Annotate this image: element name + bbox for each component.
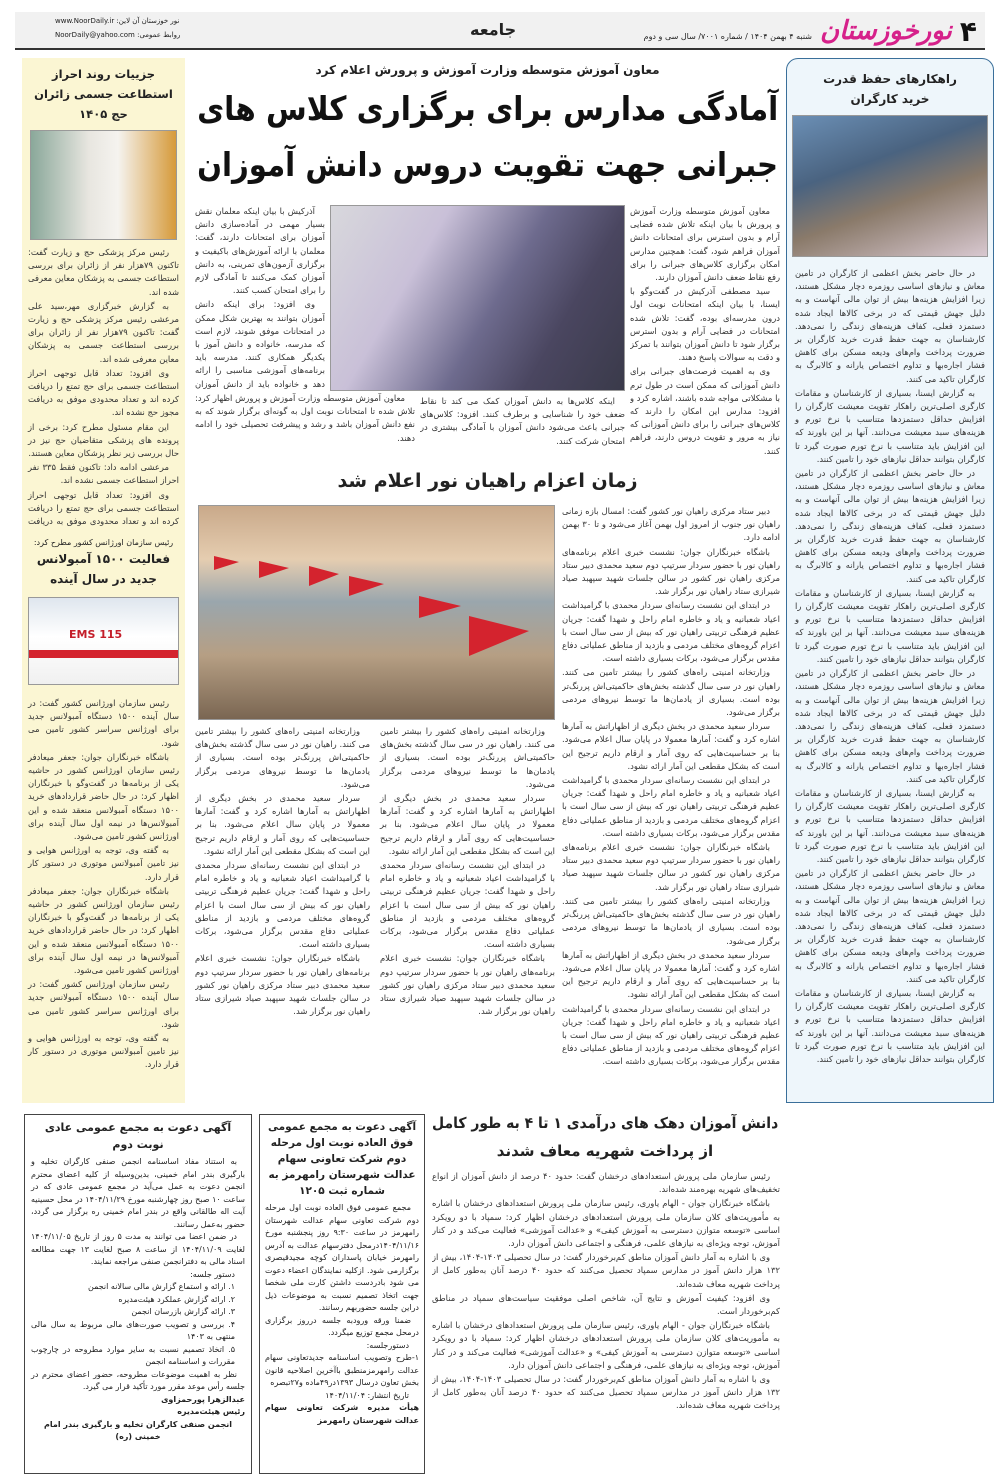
main-body-col-right xyxy=(630,205,780,460)
paragraph: در حال حاضر بخش اعظمی از کارگران در تامین معاش و نیازهای اساسی روزمره دچار مشکل هستند، زیرا افزایش هزینه‌ها بیش از توان مالی آنهاست و به دلیل جهش قیمتی که در برخی کالاها ایجاد شده دستمزد فعلی، کفاف هزینه‌های زندگی را نمی‌دهد. کارشناسان به جهت حفظ قدرت خرید کارگران بر ضرورت پرداخت وام‌های ودیعه مسکن برای کاهش فشار اجاره‌بها و تداوم اختصاص یارانه و کالابرگ به کارگران تاکید می کنند. xyxy=(795,868,985,984)
paragraph: وی افزود: کیفیت آموزش و نتایج آن، شاخص اصلی موفقیت سیاست‌های سمپاد در مناطق کم‌برخوردار است. xyxy=(432,1292,780,1317)
rahian-body-left xyxy=(195,725,555,1095)
workers-photo xyxy=(792,115,988,257)
paragraph: این مقام مسئول مطرح کرد: برخی از پرونده های پزشکی متقاضیان حج نیز در حال بررسی زیر نظر پزشکان معاین هستند. xyxy=(28,421,179,459)
paragraph: به گزارش ایسنا، بسیاری از کارشناسان و مقامات کارگری اصلی‌ترین راهکار تقویت معیشت کارگران را افزایش حداقل دستمزدها متناسب با نرخ تورم و هزینه‌های سبد معیشت می‌دانند. آنها بر این باورند که این افزایش باید متناسب با نرخ تورم صورت گیرد تا کارگران بتوانند حداقل نیازهای خود را تامین کنند. xyxy=(795,987,985,1064)
ad2-agenda-label: دستورجلسه: xyxy=(366,1340,409,1350)
paragraph: به گفته وی، توجه به اورژانس هوایی و نیز تامین آمبولانس موتوری در دستور کار قرار دارد. xyxy=(28,1033,179,1070)
ad-extraordinary-assembly xyxy=(259,1114,425,1474)
paragraph: در حال حاضر بخش اعظمی از کارگران در تامین معاش و نیازهای اساسی روزمره دچار مشکل هستند، زیرا افزایش هزینه‌ها بیش از توان مالی آنهاست و به دلیل جهش قیمتی که در برخی کالاها ایجاد شده دستمزد فعلی، کفاف هزینه‌های زندگی را نمی‌دهد. کارشناسان به جهت حفظ قدرت خرید کارگران بر ضرورت پرداخت وام‌های ودیعه مسکن برای کاهش فشار اجاره‌بها و تداوم اختصاص یارانه و کالابرگ به کارگران تاکید می کنند. xyxy=(795,268,985,384)
paragraph: مرعشی ادامه داد: تاکنون فقط ۳۳۵ نفر احراز استطاعت جسمی نشده اند. xyxy=(28,462,179,486)
ad2-date: تاریخ انتشار: ۱۴۰۴/۱۱/۰۴ xyxy=(325,1390,409,1400)
paragraph: سردار سعید محمدی در بخش دیگری از اظهاراتش به آمارها اشاره کرد و گفت: آمارها معمولا در پایان سال اعلام می‌شود. بنا بر حساسیت‌هایی که روی آمار و ارقام داریم ترجیح این است که بشکل مقطعی این آمار ارائه نشود. xyxy=(562,721,780,771)
paragraph: باشگاه خبرنگاران جوان: نشست خبری اعلام برنامه‌های راهیان نور با حضور سردار سرتیپ دوم سعید محمدی دبیر ستاد مرکزی راهیان نور کشور در سالن جلسات شهید سپهبد صیاد شیرازی ستاد راهیان نور برگزار شد. xyxy=(380,953,555,1017)
ad1-agenda-item: ۵. اتخاذ تصمیم نسبت به سایر موارد مطروحه در چارچوب مقررات و اساسنامه انجمن xyxy=(31,1344,235,1366)
paragraph: وزارتخانه امنیتی راه‌های کشور را بیشتر تامین می کنند. راهیان نور در سی سال گذشته بخش‌های حاکمیتی‌اش پررنگ‌تر بوده است. بسیاری از یادمان‌ها ما توسط نیروهای مردمی برگزار می‌شود. xyxy=(562,667,780,718)
ems-body xyxy=(22,691,185,1071)
paragraph: به گزارش ایسنا، بسیاری از کارشناسان و مقامات کارگری اصلی‌ترین راهکار تقویت معیشت کارگران را افزایش حداقل دستمزدها متناسب با نرخ تورم و هزینه‌های سبد معیشت می‌دانند. آنها بر این باورند که این افزایش باید متناسب با نرخ تورم صورت گیرد تا کارگران بتوانند حداقل نیازهای خود را تامین کنند. xyxy=(795,787,985,864)
right-column-box xyxy=(786,58,994,1103)
paragraph: به گفته وی، توجه به اورژانس هوایی و نیز تامین آمبولانس موتوری در دستور کار قرار دارد. xyxy=(28,845,179,882)
paragraph: رئیس سازمان اورژانس کشور گفت: در سال آینده ۱۵۰۰ دستگاه آمبولانس جدید برای اورژانس سراسر کشور تامین می شود. xyxy=(28,979,179,1029)
right-article-title: راهکارهای حفظ قدرت خرید کارگران xyxy=(823,72,957,106)
paragraph: باشگاه خبرنگاران جوان: نشست خبری اعلام برنامه‌های راهیان نور با حضور سردار سرتیپ دوم سعید محمدی دبیر ستاد مرکزی راهیان نور کشور در سالن جلسات شهید سپهبد صیاد شیرازی ستاد راهیان نور برگزار شد. xyxy=(562,546,780,597)
main-body-bottom xyxy=(195,392,415,460)
paragraph: در ابتدای این نشست رسانه‌ای سردار محمدی با گرامیداشت اعیاد شعبانیه و یاد و خاطره امام راحل و شهدا گفت: جریان عظیم فرهنگی تربیتی راهیان نور که بیش از سی سال است با اعزام گروه‌های مختلف مردمی و بازدید از مناطق عملیاتی دفاع مقدس برگزار می‌شود، برکات بسیاری داشته است. xyxy=(562,600,780,664)
masthead xyxy=(15,12,985,50)
rahian-body-right xyxy=(562,505,780,1095)
paragraph: اینکه کلاس‌ها به دانش آموزان کمک می کند تا نقاط ضعف خود را شناسایی و برطرف کنند. افزود: کلاس‌های جبرانی باعث می‌شود دانش آموزان با آمادگی بیشتری در امتحان شرکت کنند. xyxy=(420,396,625,446)
rahian-photo xyxy=(198,505,555,720)
paragraph: وزارتخانه امنیتی راه‌های کشور را بیشتر تامین می کنند. راهیان نور در سی سال گذشته بخش‌های حاکمیتی‌اش پررنگ‌تر بوده است. بسیاری از یادمان‌ها ما توسط نیروهای مردمی برگزار می‌شود. xyxy=(380,726,555,789)
paragraph: وی افزود: تعداد قابل توجهی احراز استطاعت جسمی برای حج تمتع را دریافت کرده اند و تعداد محدودی موفق به دریافت xyxy=(28,489,179,527)
paragraph: رئیس سازمان ملی پرورش استعدادهای درخشان گفت: حدود ۴۰ درصد از دانش آموزان از انواع تخفیف‌های شهریه بهره‌مند شده‌اند. xyxy=(432,1171,780,1195)
paragraph: آذرکیش با بیان اینکه معلمان نقش بسیار مهمی در آماده‌سازی دانش آموزان برای امتحانات دارند، گفت: معلمان با ارائه آموزش‌های باکیفیت و برگزاری آزمون‌های تمرینی، به دانش آموزان کمک می‌کنند تا آمادگی لازم را برای امتحان کسب کنند. xyxy=(195,206,325,296)
paragraph: رئیس مرکز پزشکی حج و زیارت گفت: تاکنون ۷۹هزار نفر از زائران برای بررسی استطاعت جسمی به پزشکان معاین معرفی شده اند. xyxy=(28,247,179,297)
paragraph: وی به اهمیت فرصت‌های جبرانی برای دانش آموزانی که ممکن است در طول ترم با مشکلاتی مواجه شده باشند، اشاره کرد و افزود: مدارس این امکان را دارند که کلاس‌های جبرانی را برای دانش آموزانی که نیاز به مرور و تقویت دروس دارند، فراهم کنند. xyxy=(630,366,780,456)
paragraph: به گزارش خبرگزاری مهر،سید علی مرعشی رئیس مرکز پزشکی حج و زیارت گفت: تاکنون ۷۹هزار نفر از زائران برای بررسی استطاعت جسمی به پزشکان معاین معرفی شده اند. xyxy=(28,300,179,364)
main-kicker-box xyxy=(195,60,780,80)
paragraph: به گزارش ایسنا، بسیاری از کارشناسان و مقامات کارگری اصلی‌ترین راهکار تقویت معیشت کارگران را افزایش حداقل دستمزدها متناسب با نرخ تورم و هزینه‌های سبد معیشت می‌دانند. آنها بر این باورند که این افزایش باید متناسب با نرخ تورم صورت گیرد تا کارگران بتوانند حداقل نیازهای خود را تامین کنند. xyxy=(795,387,985,464)
ad2-body: مجمع عمومی فوق العاده نوبت اول مرحله دوم شرکت تعاونی سهام عدالت شهرستان رامهرمز در ساعت ۹:۳۰ روز پنجشنبه مورخ ۱۴۰۴/۱۱/۱۶درمحل دفترسهام عدالت به آدرس رامهرمز خیابان پاسداران کوچه مجیدقیصری برگزارمی شود. ازکلیه نمایندگان اعضاء دعوت می شود بادردست داشتن کارت ملی شخصا جهت اتخاذ تصمیم نسبت به موضوعات ذیل دراین جلسه حضوربهم رسانند. xyxy=(265,1203,419,1312)
paragraph: سید مصطفی آذرکیش در گفت‌وگو با ایسنا، با بیان اینکه امتحانات نوبت اول درون مدرسه‌ای بوده، گفت: تلاش شده امتحانات در فضایی آرام و بدون استرس برگزار شود تا دانش آموزان بتوانند با تمرکز و دقت به سوالات پاسخ دهند. xyxy=(630,286,780,363)
tuition-body xyxy=(432,1170,780,1470)
classroom-photo xyxy=(330,205,625,391)
dateline: شنبه ۴ بهمن ۱۴۰۴ / شماره ۷۰۰۱/ سال سی و دوم xyxy=(643,31,812,41)
paragraph: در ابتدای این نشست رسانه‌ای سردار محمدی با گرامیداشت اعیاد شعبانیه و یاد و خاطره امام راحل و شهدا گفت: جریان عظیم فرهنگی تربیتی راهیان نور که بیش از سی سال است با اعزام گروه‌های مختلف مردمی و بازدید از مناطق عملیاتی دفاع مقدس برگزار می‌شود، برکات بسیاری داشته است. xyxy=(562,1003,780,1067)
ad2-agenda-item: ۱-طرح وتصویب اساسنامه جدیدتعاونی سهام عدالت رامهرمزمنطبق باآخرین اصلاحیه قانون بخش تعاون درسال ۱۳۹۳در۴۹ماده و۲۷تبصره xyxy=(265,1353,419,1387)
ad1-agenda-item: ۴. بررسی و تصویب صورت‌های مالی مربوط به سال مالی منتهی به ۱۴۰۳ xyxy=(31,1319,235,1341)
ad2-note: ضمنا ورقه ورودبه جلسه درروز برگزاری درمحل مجمع توزیع میگردد. xyxy=(265,1315,419,1337)
ad1-note: در ضمن اعضا می توانند به مدت ۵ روز از تاریخ ۱۴۰۴/۱۱/۰۵ لغایت ۱۴۰۴/۱۱/۰۹ از ساعت ۸ صبح لغایت ۱۳ جهت مطالعه اسناد مالی به دفترانجمن صنفی مراجعه نمایند. xyxy=(31,1232,245,1266)
ad2-title: آگهی دعوت به مجمع عمومی فوق العاده نوبت اول مرحله دوم شرکت تعاونی سهام عدالت شهرستان رامهرمز به شماره ثبت ۱۲۰۵ xyxy=(267,1121,417,1197)
paragraph: وزارتخانه امنیتی راه‌های کشور را بیشتر تامین می کنند. راهیان نور در سی سال گذشته بخش‌های حاکمیتی‌اش پررنگ‌تر بوده است. بسیاری از یادمان‌ها ما توسط نیروهای مردمی برگزار می‌شود. xyxy=(195,726,370,789)
ambulance-label: EMS 115 xyxy=(69,628,123,641)
main-headline-line-2: جبرانی جهت تقویت دروس دانش آموزان xyxy=(197,145,778,184)
section-title: جامعه xyxy=(470,20,517,39)
paragraph: معاون آموزش متوسطه وزارت آموزش و پرورش اظهار کرد: تلاش شده تا امتحانات نوبت اول به گونه‌ای برگزار شوند که به نفع دانش آموزان باشد و رشد و پیشرفت تحصیلی خود را ادامه دهند. xyxy=(195,393,415,443)
classroom-caption xyxy=(420,395,625,460)
ad1-intro: به استناد مفاد اساسنامه انجمن صنفی کارگران تخلیه و بارگیری بندر امام خمینی، بدین‌وسیله از کلیه اعضای محترم انجمن دعوت به عمل می‌آید در مجمع عمومی عادی که در ساعت ۱۰ صبح روز چهارشنبه مورخ ۱۴۰۴/۱۱/۲۹ در محل حسینیه آیت اله طالقانی واقع در بندر امام خمینی ره برگزار می گردد، حضور به‌عمل رسانند. xyxy=(31,1157,245,1229)
paragraph: باشگاه خبرنگاران جوان: نشست خبری اعلام برنامه‌های راهیان نور با حضور سردار سرتیپ دوم سعید محمدی دبیر ستاد مرکزی راهیان نور کشور در سالن جلسات شهید سپهبد صیاد شیرازی ستاد راهیان نور برگزار شد. xyxy=(562,842,780,892)
paragraph: باشگاه خبرنگاران جوان - الهام یاوری، رئیس سازمان ملی پرورش استعدادهای درخشان با اشاره به مأموریت‌های کلان سازمان ملی پرورش استعدادهای درخشان اظهار کرد: سمپاد با دو رویکرد اساسی «توسعه متوازن دسترسی به آموزش کیفی» و «عدالت آموزشی» فعالیت می‌کند و در کنار آموزش، توجه ویژه‌ای به نیازهای علمی، فرهنگی و اجتماعی دانش آموزان دارد. xyxy=(432,1198,780,1249)
paragraph: سردار سعید محمدی در بخش دیگری از اظهاراتش به آمارها اشاره کرد و گفت: آمارها معمولا در پایان سال اعلام می‌شود. بنا بر حساسیت‌هایی که روی آمار و ارقام داریم ترجیح این است که بشکل مقطعی این آمار ارائه نشود. xyxy=(380,793,555,856)
masthead-brand xyxy=(644,12,977,50)
main-kicker: معاون آموزش متوسطه وزارت آموزش و پرورش اعلام کرد xyxy=(315,63,660,77)
main-body-col-left xyxy=(195,205,325,390)
paragraph: معاون آموزش متوسطه وزارت آموزش و پرورش با بیان اینکه تلاش شده فضایی آرام و بدون استرس برای امتحانات دانش آموزان فراهم شود، گفت: همچنین مدارس امکان برگزاری کلاس‌های جبرانی را برای رفع نقاط ضعف دانش آموزان دارند. xyxy=(630,206,780,283)
site-url: نور خوزستان آن لاین: www.NoorDaily.ir xyxy=(55,17,180,25)
ad1-title: آگهی دعوت به مجمع عمومی عادی نوبت دوم xyxy=(44,1121,232,1151)
left-column-box xyxy=(22,58,185,1103)
paragraph: در ابتدای این نشست رسانه‌ای سردار محمدی با گرامیداشت اعیاد شعبانیه و یاد و خاطره امام راحل و شهدا گفت: جریان عظیم فرهنگی تربیتی راهیان نور که بیش از سی سال است با اعزام گروه‌های مختلف مردمی و بازدید از مناطق عملیاتی دفاع مقدس برگزار می‌شود، برکات بسیاری داشته است. xyxy=(195,860,370,950)
logo: نورخوزستان xyxy=(819,16,952,46)
ambulance-stripe xyxy=(29,650,178,658)
contact-email: روابط عمومی: NoorDaily@yahoo.com xyxy=(55,31,181,39)
ad-general-assembly xyxy=(24,1114,252,1474)
ad2-signer: هیأت مدیره شرکت تعاونی سهام عدالت شهرستان رامهرمز xyxy=(265,1403,419,1425)
tuition-title-box-2 xyxy=(430,1138,780,1164)
paragraph: به گزارش ایسنا، بسیاری از کارشناسان و مقامات کارگری اصلی‌ترین راهکار تقویت معیشت کارگران را افزایش حداقل دستمزدها متناسب با نرخ تورم و هزینه‌های سبد معیشت می‌دانند. آنها بر این باورند که این افزایش باید متناسب با نرخ تورم صورت گیرد تا کارگران بتوانند حداقل نیازهای خود را تامین کنند. xyxy=(795,587,985,664)
ad1-closing: نظر به اهمیت موضوعات مطروحه، حضور اعضای محترم در جلسه رأس موعد مقرر مورد تأکید قرار می گیرد. xyxy=(31,1369,245,1391)
hajj-photo xyxy=(30,130,177,240)
paragraph: در ابتدای این نشست رسانه‌ای سردار محمدی با گرامیداشت اعیاد شعبانیه و یاد و خاطره امام راحل و شهدا گفت: جریان عظیم فرهنگی تربیتی راهیان نور که بیش از سی سال است با اعزام گروه‌های مختلف مردمی و بازدید از مناطق عملیاتی دفاع مقدس برگزار می‌شود، برکات بسیاری داشته است. xyxy=(380,860,555,950)
page-number: ۴ xyxy=(959,14,977,48)
main-headline-box-2 xyxy=(195,138,780,192)
paragraph: رئیس سازمان اورژانس کشور گفت: در سال آینده ۱۵۰۰ دستگاه آمبولانس جدید برای اورژانس سراسر کشور تامین می شود. xyxy=(28,698,179,748)
ad1-signer: عبدالزهرا پورحمزاوی xyxy=(161,1394,245,1404)
paragraph: سردار سعید محمدی در بخش دیگری از اظهاراتش به آمارها اشاره کرد و گفت: آمارها معمولا در پایان سال اعلام می‌شود. بنا بر حساسیت‌هایی که روی آمار و ارقام داریم ترجیح این است که بشکل مقطعی این آمار ارائه نشود. xyxy=(195,793,370,856)
main-headline-line-1: آمادگی مدارس برای برگزاری کلاس های xyxy=(196,89,779,128)
rahian-title-box xyxy=(195,466,780,496)
tuition-title-box-1 xyxy=(430,1110,780,1136)
ad1-agenda-item: ۱. ارائه و استماع گزارش مالی سالانه انجمن xyxy=(88,1282,235,1291)
ambulance-photo xyxy=(28,597,179,685)
ad1-agenda-item: ۲. ارائه گزارش عملکرد هیئت‌مدیره xyxy=(118,1294,235,1304)
hajj-body xyxy=(22,240,185,530)
paragraph: باشگاه خبرنگاران جوان: نشست خبری اعلام برنامه‌های راهیان نور با حضور سردار سرتیپ دوم سعید محمدی دبیر ستاد مرکزی راهیان نور کشور در سالن جلسات شهید سپهبد صیاد شیرازی ستاد راهیان نور برگزار شد. xyxy=(195,953,370,1017)
ems-title: فعالیت ۱۵۰۰ آمبولانس جدید در سال آینده xyxy=(36,552,171,586)
ad1-signer-role: رئیس هیئت‌مدیره xyxy=(177,1407,245,1416)
paragraph: در ابتدای این نشست رسانه‌ای سردار محمدی با گرامیداشت اعیاد شعبانیه و یاد و خاطره امام راحل و شهدا گفت: جریان عظیم فرهنگی تربیتی راهیان نور که بیش از سی سال است با اعزام گروه‌های مختلف مردمی و بازدید از مناطق عملیاتی دفاع مقدس برگزار می‌شود، برکات بسیاری داشته است. xyxy=(562,775,780,838)
flags-illustration xyxy=(199,506,555,720)
paragraph: باشگاه خبرنگاران جوان - الهام یاوری، رئیس سازمان ملی پرورش استعدادهای درخشان با اشاره به مأموریت‌های کلان سازمان ملی پرورش استعدادهای درخشان اظهار کرد: سمپاد با دو رویکرد اساسی «توسعه متوازن دسترسی به آموزش کیفی» و «عدالت آموزشی» فعالیت می‌کند و در کنار آموزش، توجه ویژه‌ای به نیازهای علمی، فرهنگی و اجتماعی دانش آموزان دارد. xyxy=(432,1320,780,1370)
ad1-agenda-item: ۳. ارائه گزارش بازرسان انجمن xyxy=(131,1307,235,1316)
paragraph: وزارتخانه امنیتی راه‌های کشور را بیشتر تامین می کنند. راهیان نور در سی سال گذشته بخش‌های حاکمیتی‌اش پررنگ‌تر بوده است. بسیاری از یادمان‌ها ما توسط نیروهای مردمی برگزار می‌شود. xyxy=(562,895,780,946)
hajj-title: جزییات روند احراز استطاعت جسمی زائران حج ۱۴۰۵ xyxy=(34,67,173,121)
paragraph: دبیر ستاد مرکزی راهیان نور کشور گفت: امسال بازه زمانی راهیان نور جنوب از امروز اول بهمن آغاز می‌شود و تا ۳۰ بهمن ادامه دارد. xyxy=(562,506,780,543)
paragraph: باشگاه خبرنگاران جوان: جعفر میعادفر رئیس سازمان اورژانس کشور در حاشیه یکی از برنامه‌ها در گفت‌وگو با خبرنگاران اظهار کرد: در حال حاضر قراردادهای خرید ۱۵۰۰ دستگاه آمبولانس منعقد شده و این آمبولانس‌ها در نیمه اول سال آینده برای اورژانس کشور تامین می‌شود. xyxy=(28,885,179,976)
main-headline-box-1 xyxy=(195,82,780,136)
tuition-title-line-2: از پرداخت شهریه معاف شدند xyxy=(496,1142,714,1160)
paragraph: سردار سعید محمدی در بخش دیگری از اظهاراتش به آمارها اشاره کرد و گفت: آمارها معمولا در پایان سال اعلام می‌شود. بنا بر حساسیت‌هایی که روی آمار و ارقام داریم ترجیح این است که بشکل مقطعی این آمار ارائه نشود. xyxy=(562,949,780,1000)
paragraph: وی با اشاره به آمار دانش آموزان مناطق کم‌برخوردار گفت: در سال تحصیلی ۱۴۰۳-۱۴۰۴، بیش از ۱۳۲ هزار دانش آموز در مدارس سمپاد تحصیل می‌کنند که حدود ۴۰ درصد آنان به‌طور کامل از پرداخت شهریه معاف شده‌اند. xyxy=(432,1252,780,1289)
paragraph: در حال حاضر بخش اعظمی از کارگران در تامین معاش و نیازهای اساسی روزمره دچار مشکل هستند، زیرا افزایش هزینه‌ها بیش از توان مالی آنهاست و به دلیل جهش قیمتی که در برخی کالاها ایجاد شده دستمزد فعلی، کفاف هزینه‌های زندگی را نمی‌دهد. کارشناسان به جهت حفظ قدرت خرید کارگران بر ضرورت پرداخت وام‌های ودیعه مسکن برای کاهش فشار اجاره‌بها و تداوم اختصاص یارانه و کالابرگ به کارگران تاکید می کنند. xyxy=(795,668,985,784)
paragraph: باشگاه خبرنگاران جوان: جعفر میعادفر رئیس سازمان اورژانس کشور در حاشیه یکی از برنامه‌ها در گفت‌وگو با خبرنگاران اظهار کرد: در حال حاضر قراردادهای خرید ۱۵۰۰ دستگاه آمبولانس منعقد شده و این آمبولانس‌ها در نیمه اول سال آینده برای اورژانس کشور تامین می‌شود. xyxy=(28,751,179,842)
ems-kicker: رئیس سازمان اورژانس کشور مطرح کرد: xyxy=(33,538,174,547)
tuition-title-line-1: دانش آموزان دهک های درآمدی ۱ تا ۴ به طور کامل xyxy=(431,1114,779,1132)
rahian-title: زمان اعزام راهیان نور اعلام شد xyxy=(337,470,638,492)
paragraph: وی افزود: تعداد قابل توجهی احراز استطاعت جسمی برای حج تمتع را دریافت کرده اند و تعداد محدودی موفق به دریافت مجوز حج نشده اند. xyxy=(28,367,179,418)
paragraph: در حال حاضر بخش اعظمی از کارگران در تامین معاش و نیازهای اساسی روزمره دچار مشکل هستند، زیرا افزایش هزینه‌ها بیش از توان مالی آنهاست و به دلیل جهش قیمتی که در برخی کالاها ایجاد شده دستمزد فعلی، کفاف هزینه‌های زندگی را نمی‌دهد. کارشناسان به جهت حفظ قدرت خرید کارگران بر ضرورت پرداخت وام‌های ودیعه مسکن برای کاهش فشار اجاره‌بها و تداوم اختصاص یارانه و کالابرگ به کارگران تاکید می کنند. xyxy=(795,468,985,584)
ad1-org: انجمن صنفی کارگران تخلیه و بارگیری بندر امام خمینی (ره) xyxy=(44,1419,232,1441)
ad1-agenda-label: دستور جلسه: xyxy=(190,1269,235,1279)
paragraph: وی با اشاره به آمار دانش آموزان مناطق کم‌برخوردار گفت: در سال تحصیلی ۱۴۰۳-۱۴۰۴، بیش از ۱۳۲ هزار دانش آموز در مدارس سمپاد تحصیل می‌کنند که حدود ۴۰ درصد آنان به‌طور کامل از پرداخت شهریه معاف شده‌اند. xyxy=(432,1374,780,1411)
right-article-body xyxy=(787,257,993,1103)
paragraph: وی افزود: برای اینکه دانش آموزان بتوانند به بهترین شکل ممکن در امتحانات موفق شوند، لازم است که مدرسه، خانواده و دانش آموز با یکدیگر همکاری کنند. مدرسه باید برنامه‌های آموزشی مناسبی را ارائه دهد و خانواده باید از دانش آموزان xyxy=(195,299,325,389)
